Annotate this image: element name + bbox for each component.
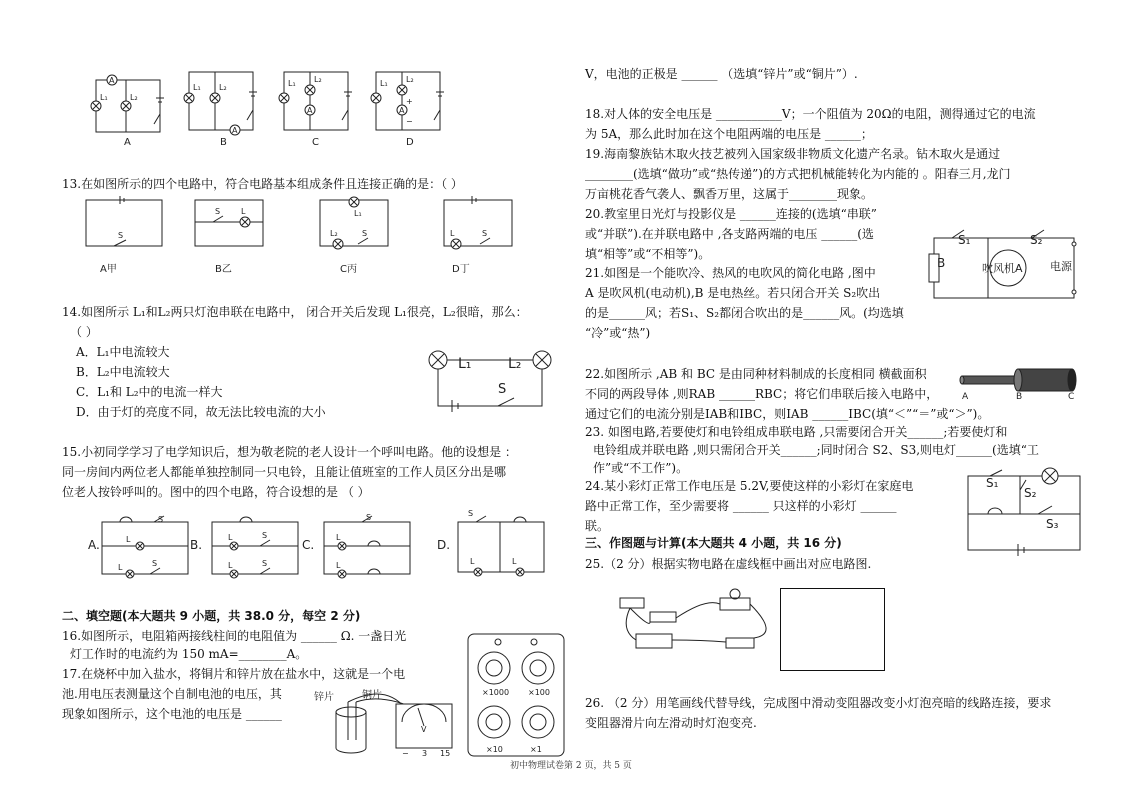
- copper-plate-label: 铜片: [362, 690, 382, 701]
- q13-label-d: D丁: [452, 264, 470, 275]
- svg-text:V: V: [421, 725, 427, 734]
- q14-blank: （ ）: [70, 325, 98, 339]
- svg-text:L₂: L₂: [314, 75, 322, 84]
- svg-text:L₂: L₂: [130, 93, 138, 102]
- svg-text:L₁: L₁: [193, 83, 201, 92]
- zinc-plate-label: 锌片: [314, 692, 334, 703]
- svg-text:A: A: [307, 106, 313, 115]
- q16-line-1: 16.如图所示，电阻箱两接线柱间的电阻值为 ______ Ω. 一盏日光: [62, 629, 407, 643]
- svg-text:+: +: [406, 97, 413, 106]
- dial-x1000-label: ×1000: [482, 688, 510, 697]
- q12-circuit-c: [280, 68, 360, 148]
- q12-circuit-b: [185, 68, 265, 148]
- lamp-bell-circuit: [960, 466, 1090, 556]
- svg-text:S: S: [362, 229, 368, 238]
- q14-option-c: C．L₁和 L₂中的电流一样大: [76, 385, 223, 399]
- physical-circuit-figure: [616, 588, 776, 668]
- q15-line-3: 位老人按铃呼叫的。图中的四个电路，符合设想的是 （ ）: [62, 485, 370, 499]
- bell-circuit-s3-label: S₃: [1046, 517, 1059, 531]
- q17-line-1: 17.在烧杯中加入盐水，将铜片和锌片放在盐水中，这就是一个电: [62, 667, 406, 681]
- q13-label-b: B乙: [215, 264, 232, 275]
- q26-line-2: 变阻器滑片向左滑动时灯泡变亮.: [585, 716, 757, 730]
- section-2-title: 二、填空题(本大题共 9 小题，共 38.0 分，每空 2 分): [62, 609, 361, 623]
- conductor-c-label: C: [1068, 392, 1075, 402]
- svg-text:L: L: [336, 561, 341, 570]
- svg-text:−: −: [402, 749, 409, 758]
- q14-option-d: D．由于灯的亮度不同，故无法比较电流的大小: [76, 405, 326, 419]
- q22-line-2: 不同的两段导体 ,则RAB ______RBC；将它们串联后接入电路中，: [585, 387, 939, 401]
- svg-text:S: S: [482, 229, 488, 238]
- q14-fig-s: S: [498, 382, 507, 397]
- svg-text:L: L: [118, 563, 123, 572]
- svg-text:S: S: [468, 509, 474, 518]
- svg-text:L₁: L₁: [288, 79, 296, 88]
- svg-text:L₁: L₁: [354, 209, 362, 218]
- q24-line-2: 路中正常工作，至少需要将 ______ 只这样的小彩灯 ______: [585, 499, 897, 513]
- q21-line-2: A 是吹风机(电动机),B 是电热丝。若只闭合开关 S₂吹出: [585, 286, 881, 300]
- q17-line-3: 现象如图所示，这个电池的电压是 ______: [62, 707, 282, 721]
- q14-fig-l2: L₂: [508, 356, 522, 372]
- svg-text:L₂: L₂: [219, 83, 227, 92]
- q13-label-a: A甲: [100, 264, 117, 275]
- q14-fig-l1: L₁: [458, 356, 472, 372]
- dial-x10-label: ×10: [486, 745, 503, 754]
- q14-question: 14.如图所示 L₁和L₂两只灯泡串联在电路中， 闭合开关后发现 L₁很亮，L₂很暗，那么：: [62, 305, 528, 319]
- svg-text:A: A: [109, 76, 115, 85]
- svg-text:S: S: [158, 515, 164, 524]
- q15-line-1: 15.小初同学学习了电学知识后，想为敬老院的老人设计一个呼叫电路。他的设想是 ：: [62, 445, 517, 459]
- dial-x100-label: ×100: [528, 688, 550, 697]
- q15-line-2: 同一房间内两位老人都能单独控制同一只电铃，且能让值班室的工作人员区分出是哪: [62, 465, 507, 479]
- q15-label-d: D.: [437, 538, 451, 552]
- q17-continuation: V，电池的正极是 ______ （选填“锌片”或“铜片”）.: [585, 67, 858, 81]
- hair-dryer-s2-label: S₂: [1030, 233, 1043, 247]
- q22-line-3: 通过它们的电流分别是IAB和IBC，则IAB ______IBC(填“＜”“＝”或“＞”)。: [585, 407, 990, 421]
- svg-text:S: S: [152, 559, 158, 568]
- q15-circuit-a: [100, 512, 190, 576]
- svg-text:L₁: L₁: [380, 79, 388, 88]
- svg-text:−: −: [406, 117, 413, 126]
- svg-text:3: 3: [422, 749, 428, 758]
- svg-text:L: L: [126, 535, 131, 544]
- q21-line-3: 的是______风；若S₁、S₂都闭合吹出的是______风。(均选填: [585, 306, 904, 320]
- q22-line-1: 22.如图所示 ,AB 和 BC 是由同种材料制成的长度相同 横截面积: [585, 367, 927, 381]
- q13-circuit-d: [442, 198, 514, 250]
- q21-line-1: 21.如图是一个能吹冷、热风的电吹风的简化电路 ,图中: [585, 266, 876, 280]
- svg-text:L: L: [450, 229, 455, 238]
- svg-text:L: L: [228, 561, 233, 570]
- svg-text:L: L: [228, 533, 233, 542]
- q15-label-a: A.: [88, 538, 100, 552]
- conductor-figure: [958, 366, 1078, 394]
- q14-option-b: B．L₂中电流较大: [76, 365, 170, 379]
- q15-circuit-d: [456, 508, 546, 576]
- q13-circuit-b: [193, 198, 265, 250]
- q23-line-2: 电铃组成并联电路 ,则只需闭合开关______;同时闭合 S2、S3,则电灯______(选填“工: [593, 443, 1039, 457]
- hair-dryer-b-label: B: [937, 256, 946, 270]
- q12-label-b: B: [220, 137, 227, 148]
- q24-line-1: 24.某小彩灯正常工作电压是 5.2V,要使这样的小彩灯在家庭电: [585, 479, 914, 493]
- svg-text:L₁: L₁: [100, 93, 108, 102]
- svg-text:L: L: [470, 557, 475, 566]
- conductor-a-label: A: [962, 392, 969, 402]
- hair-dryer-source-label: 电源: [1050, 260, 1072, 273]
- svg-text:S: S: [215, 207, 221, 216]
- q12-circuit-d: [372, 68, 452, 148]
- svg-text:A: A: [232, 126, 238, 135]
- q18-line-2: 为 5A，那么此时加在这个电阻两端的电压是 ______；: [585, 127, 873, 141]
- q13-circuit-c: [318, 198, 390, 250]
- dial-x1-label: ×1: [530, 745, 542, 754]
- q14-circuit-figure: [428, 346, 556, 416]
- q15-label-b: B.: [190, 538, 203, 552]
- q15-label-c: C.: [302, 538, 315, 552]
- svg-text:A: A: [399, 106, 405, 115]
- q14-option-a: A．L₁中电流较大: [76, 345, 170, 359]
- q23-line-3: 作”或“不工作”)。: [593, 461, 689, 475]
- q16-line-2: 灯工作时的电流约为 150 mA=________A。: [70, 647, 308, 661]
- q20-line-2: 或“并联”).在并联电路中 ,各支路两端的电压 ______(选: [585, 227, 874, 241]
- q15-circuit-c: [322, 512, 412, 576]
- q19-line-1: 19.海南黎族钻木取火技艺被列入国家级非物质文化遗产名录。钻木取火是通过: [585, 147, 1001, 161]
- svg-text:15: 15: [440, 749, 451, 758]
- svg-text:L: L: [241, 207, 246, 216]
- hair-dryer-s1-label: S₁: [958, 233, 971, 247]
- q21-line-4: “冷”或“热”): [585, 326, 651, 340]
- svg-text:S: S: [118, 231, 124, 240]
- q13-text: 13.在如图所示的四个电路中，符合电路基本组成条件且连接正确的是：（ ）: [62, 177, 463, 191]
- svg-text:S: S: [262, 559, 268, 568]
- svg-text:L: L: [512, 557, 517, 566]
- q12-circuit-a: [90, 68, 170, 148]
- q12-label-d: D: [406, 137, 414, 148]
- q24-line-3: 联。: [585, 519, 610, 533]
- q13-circuit-a: [84, 198, 164, 250]
- resistance-box-figure: [466, 632, 566, 758]
- svg-text:S: S: [366, 513, 372, 522]
- bell-circuit-s2-label: S₂: [1024, 486, 1037, 500]
- q18-line-1: 18.对人体的安全电压是 ___________V；一个阻值为 20Ω的电阻，测得通过它的电流: [585, 107, 1036, 121]
- q20-line-1: 20.教室里日光灯与投影仪是 ______连接的(选填“串联”: [585, 207, 877, 221]
- q25-text: 25.（2 分）根据实物电路在虚线框中画出对应电路图.: [585, 557, 872, 571]
- bell-circuit-s1-label: S₁: [986, 476, 999, 490]
- page-footer: 初中物理试卷第 2 页，共 5 页: [510, 761, 632, 771]
- q19-line-2: ________(选填“做功”或“热传递”)的方式把机械能转化为内能的 。阳春三月,龙门: [585, 167, 1011, 181]
- q20-line-3: 填“相等”或“不相等”)。: [585, 247, 711, 261]
- svg-text:L: L: [336, 533, 341, 542]
- q15-circuit-b: [210, 512, 300, 576]
- hair-dryer-motor-label: 吹风机A: [982, 262, 1023, 275]
- q26-line-1: 26. （2 分）用笔画线代替导线，完成图中滑动变阻器改变小灯泡亮暗的线路连接，要求: [585, 696, 1052, 710]
- q19-line-3: 万亩桃花香气袭人、飘香万里，这属于________现象。: [585, 187, 874, 201]
- voltmeter-battery-figure: [326, 682, 456, 762]
- q13-label-c: C丙: [340, 264, 357, 275]
- svg-text:L₂: L₂: [330, 229, 338, 238]
- svg-text:S: S: [262, 531, 268, 540]
- q25-answer-box[interactable]: [780, 588, 885, 671]
- q17-line-2: 池.用电压表测量这个自制电池的电压，其: [62, 687, 282, 701]
- svg-text:L₂: L₂: [406, 75, 414, 84]
- q23-line-1: 23. 如图电路,若要使灯和电铃组成串联电路 ,只需要闭合开关______;若要使灯和: [585, 425, 1008, 439]
- section-3-title: 三、作图题与计算(本大题共 4 小题，共 16 分): [585, 536, 842, 550]
- q12-label-c: C: [312, 137, 319, 148]
- conductor-b-label: B: [1016, 392, 1023, 402]
- q12-label-a: A: [124, 137, 131, 148]
